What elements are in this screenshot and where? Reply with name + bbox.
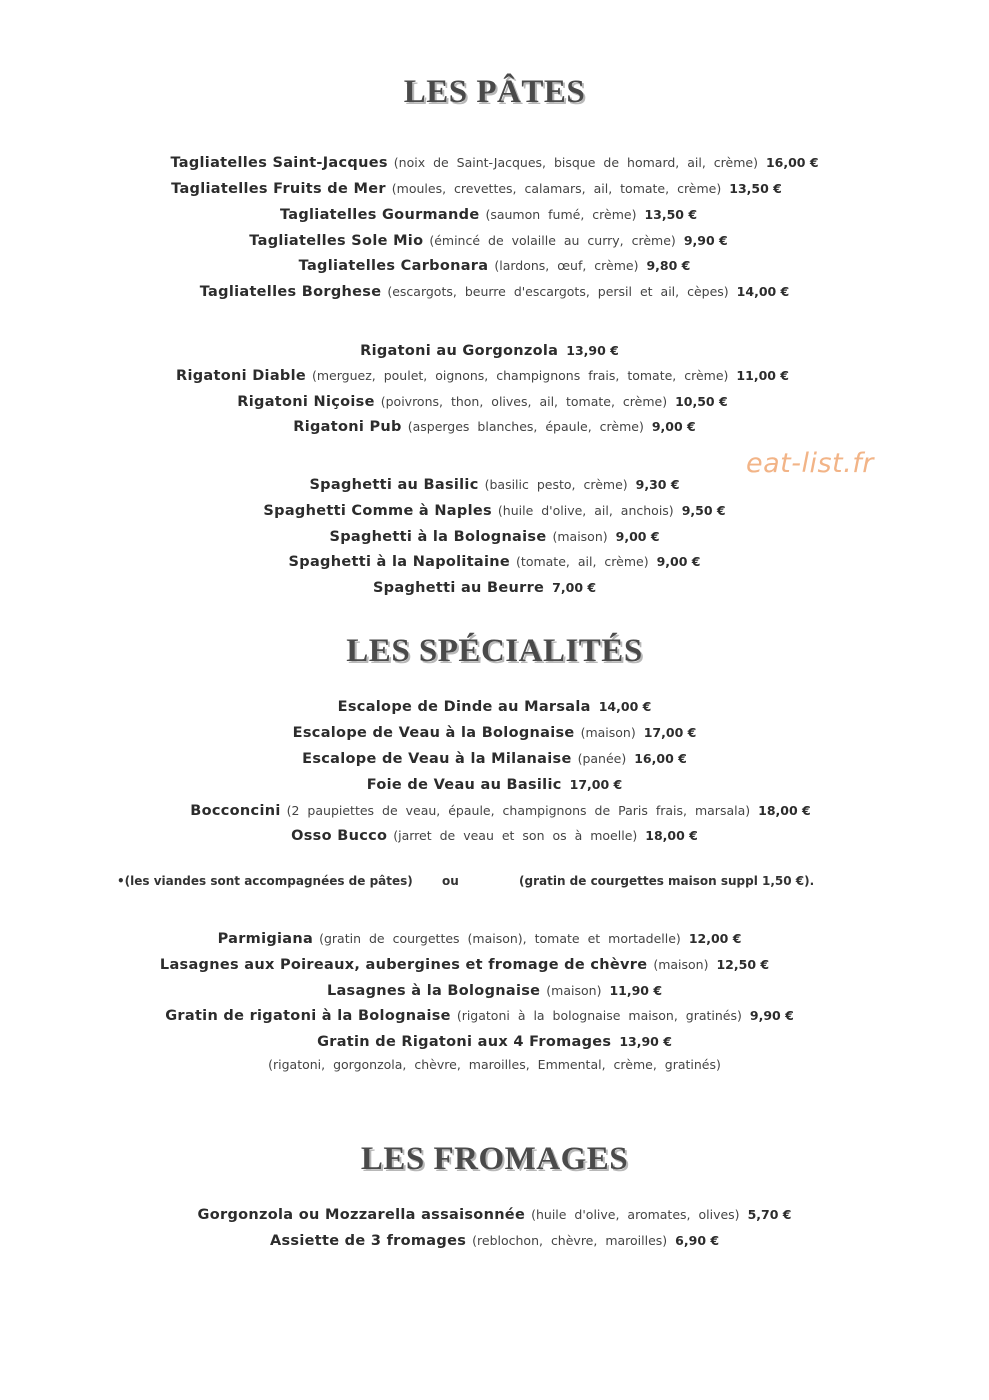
menu-item-name: Bocconcini [190,803,281,819]
menu-item-price: 9,00 € [615,529,660,544]
menu-item-description: (rigatoni à la bolognaise maison, gratinés) [456,1008,742,1023]
menu-item [0,206,983,224]
menu-item [0,776,989,794]
menu-item-price: 11,00 € [736,368,790,383]
menu-item-description: (basilic pesto, crème) [484,477,628,492]
menu-item-name: Lasagnes aux Poireaux, aubergines et fromage de chèvre [159,957,648,973]
menu-item-description: (merguez, poulet, oignons, champignons frais, tomate, crème) [312,368,729,383]
menu-item-name: Tagliatelles Sole Mio [249,233,424,249]
menu-item [0,724,989,742]
menu-item-name: Escalope de Dinde au Marsala [337,699,591,715]
menu-item-name: Gorgonzola ou Mozzarella assaisonnée [197,1207,526,1223]
menu-item-price: 14,00 € [736,284,790,299]
menu-item-price: 16,00 € [634,751,687,766]
menu-item-price: 10,50 € [675,394,728,409]
menu-item-name: Tagliatelles Borghese [199,284,382,300]
menu-item-name: Escalope de Veau à la Bolognaise [292,725,575,741]
menu-item-price: 16,00 € [765,155,819,170]
menu-item-name: Spaghetti Comme à Naples [263,503,492,519]
menu-item-name: Tagliatelles Saint-Jacques [170,155,388,171]
menu-item-price: 12,00 € [688,931,742,946]
menu-item [0,232,983,250]
menu-item-price: 18,00 € [645,828,698,843]
menu-item-description: (émincé de volaille au curry, crème) [429,233,676,248]
menu-item-price: 13,50 € [729,181,782,196]
menu-item [0,1232,989,1250]
menu-item-price: 5,70 € [747,1207,792,1222]
menu-item-description: (huile d'olive, aromates, olives) [531,1207,740,1222]
watermark: eat-list.fr [746,448,874,479]
menu-item-description: (poivrons, thon, olives, ail, tomate, crème) [380,394,668,409]
menu-item-description: (2 paupiettes de veau, épaule, champignons de Paris frais, marsala) [286,803,751,818]
menu-item [0,956,959,974]
menu-item [0,257,989,275]
menu-item [0,930,974,948]
menu-item [0,1206,989,1224]
menu-item-price: 9,80 € [646,258,691,273]
menu-item-name: Gratin de Rigatoni aux 4 Fromages [317,1034,612,1050]
menu-item-price: 11,90 € [609,983,663,998]
menu-item-description: (saumon fumé, crème) [485,207,637,222]
menu-item-name: Foie de Veau au Basilic [366,777,562,793]
menu-item [0,476,989,494]
menu-item-name: Parmigiana [217,931,314,947]
section-title-specialites: LES SPÉCIALITÉS [346,633,643,669]
menu-item-price: 9,00 € [651,419,696,434]
menu-item-name: Assiette de 3 fromages [269,1233,467,1249]
note-right: (gratin de courgettes maison suppl 1,50 €). [519,874,815,888]
menu-item [0,698,989,716]
menu-item-description: (reblochon, chèvre, maroilles) [472,1233,668,1248]
menu-item-description: (noix de Saint-Jacques, bisque de homard, ail, crème) [393,155,758,170]
menu-item-name: Rigatoni Niçoise [237,394,375,410]
menu-item-detail: (rigatoni, gorgonzola, chèvre, maroilles, Emmental, crème, gratinés) [268,1057,721,1072]
menu-item-price: 6,90 € [675,1233,720,1248]
section-title-fromages: LES FROMAGES [360,1141,629,1177]
menu-item-price: 14,00 € [598,699,652,714]
menu-item-name: Gratin de rigatoni à la Bolognaise [165,1008,451,1024]
menu-item [0,827,989,845]
menu-item-name: Spaghetti au Beurre [372,580,545,596]
menu-item-description: (lardons, œuf, crème) [494,258,639,273]
menu-item-description: (panée) [577,751,627,766]
menu-item [6,802,989,820]
menu-item-price: 12,50 € [716,957,770,972]
section-title-pates: LES PÂTES [403,74,586,110]
menu-item [0,393,977,411]
menu-item [0,750,989,768]
menu-item [0,418,989,436]
menu-item [0,367,977,385]
menu-item-name: Tagliatelles Gourmande [279,207,480,223]
note-middle: ou [442,874,459,888]
menu-item [0,1033,989,1051]
menu-item-name: Lasagnes à la Bolognaise [326,983,541,999]
menu-item-price: 9,30 € [635,477,680,492]
menu-item-name: Rigatoni au Gorgonzola [360,343,559,359]
menu-item-price: 9,50 € [681,503,726,518]
menu-item-price: 9,00 € [656,554,701,569]
menu-item-price: 17,00 € [643,725,697,740]
menu-item-description: (maison) [546,983,602,998]
menu-item [0,579,979,597]
menu-item [0,283,989,301]
menu-item [0,1007,974,1025]
menu-item-description: (gratin de courgettes (maison), tomate et mortadelle) [319,931,681,946]
menu-item-description: (maison) [580,725,636,740]
menu-item-name: Spaghetti à la Napolitaine [288,554,511,570]
menu-item-description: (asperges blanches, épaule, crème) [407,419,644,434]
menu-item [0,154,989,172]
menu-item-name: Rigatoni Pub [293,419,402,435]
menu-item-description: (escargots, beurre d'escargots, persil et ail, cèpes) [387,284,729,299]
menu-item-price: 13,50 € [644,207,698,222]
menu-item-name: Tagliatelles Carbonara [298,258,489,274]
menu-item-name: Spaghetti au Basilic [309,477,479,493]
menu-item [0,180,971,198]
menu-item-price: 18,00 € [758,803,811,818]
menu-item-name: Osso Bucco [291,828,388,844]
menu-item [0,502,989,520]
menu-item-name: Escalope de Veau à la Milanaise [302,751,572,767]
menu-item-description: (huile d'olive, ail, anchois) [497,503,674,518]
menu-item-price: 9,90 € [683,233,728,248]
menu-item [0,982,989,1000]
menu-item-price: 7,00 € [552,580,597,595]
menu-item [0,528,989,546]
menu-item-price: 13,90 € [619,1034,672,1049]
menu-item [0,553,989,571]
menu-item-price: 9,90 € [749,1008,794,1023]
menu-item-name: Tagliatelles Fruits de Mer [171,181,386,197]
menu-item-name: Rigatoni Diable [175,368,306,384]
menu-item-price: 17,00 € [569,777,623,792]
menu-item-description: (jarret de veau et son os à moelle) [393,828,638,843]
menu-item-description: (maison) [653,957,709,972]
menu-item-name: Spaghetti à la Bolognaise [329,529,547,545]
menu-item-price: 13,90 € [566,343,619,358]
note-left: •(les viandes sont accompagnées de pâtes) [117,874,413,888]
menu-item [0,342,984,360]
menu-item-description: (tomate, ail, crème) [516,554,649,569]
menu-item-description: (maison) [552,529,608,544]
menu-item-description: (moules, crevettes, calamars, ail, tomate, crème) [391,181,722,196]
